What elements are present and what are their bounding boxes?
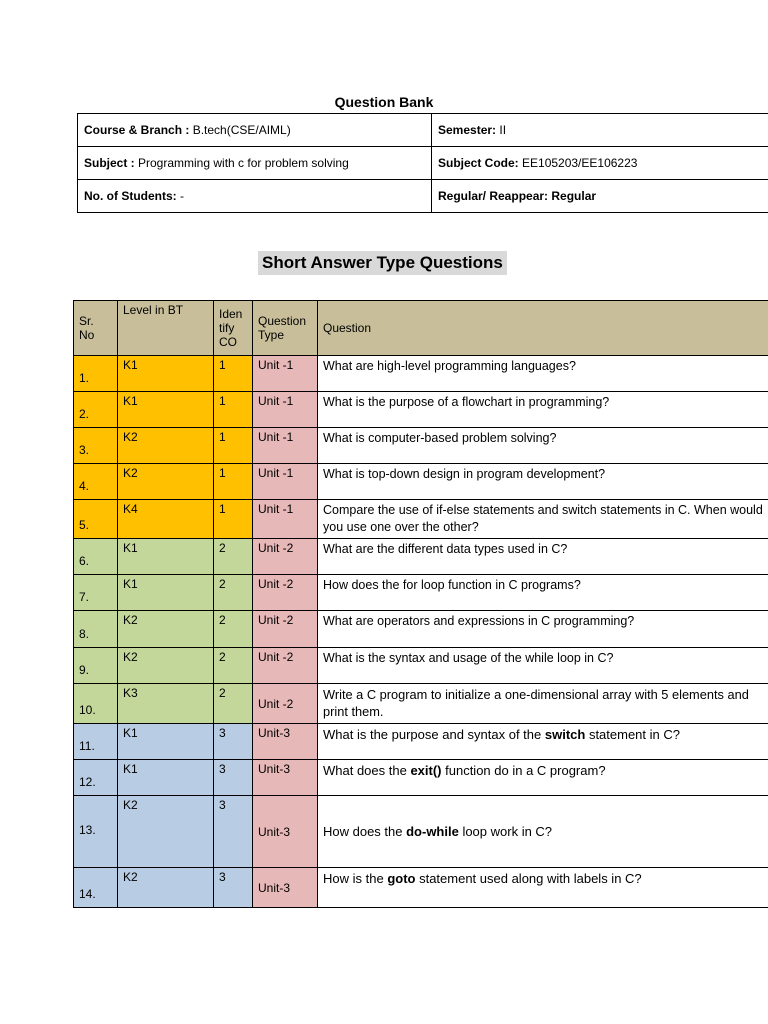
course-cell: [78, 114, 432, 147]
header-co: Iden tify CO: [214, 301, 253, 356]
sr-cell: 8.: [74, 611, 118, 648]
info-row: [78, 114, 768, 147]
co-cell: 2: [214, 684, 253, 724]
co-cell: 2: [214, 648, 253, 684]
table-row: [74, 392, 768, 428]
unit-cell: Unit-3: [253, 796, 318, 868]
sr-cell: 14.: [74, 868, 118, 908]
sr-cell: 4.: [74, 464, 118, 500]
co-cell: 3: [214, 724, 253, 760]
sr-cell: 6.: [74, 539, 118, 575]
level-cell: K2: [118, 611, 214, 648]
level-cell: K1: [118, 724, 214, 760]
sr-cell: 12.: [74, 760, 118, 796]
unit-cell: Unit -2: [253, 648, 318, 684]
table-row: [74, 611, 768, 648]
table-row: [74, 575, 768, 611]
semester-value: II: [496, 123, 507, 137]
co-cell: 3: [214, 760, 253, 796]
subject-code-label: Subject Code:: [438, 156, 519, 170]
level-cell: K1: [118, 760, 214, 796]
table-header-row: [74, 301, 768, 356]
header-level: Level in BT: [118, 301, 214, 356]
table-row: [74, 868, 768, 908]
sr-cell: 9.: [74, 648, 118, 684]
course-label: Course & Branch :: [84, 123, 190, 137]
co-cell: 1: [214, 356, 253, 392]
question-cell: What are operators and expressions in C programming?: [318, 611, 768, 648]
co-cell: 3: [214, 796, 253, 868]
table-row: [74, 356, 768, 392]
sr-cell: 2.: [74, 392, 118, 428]
table-row: [74, 539, 768, 575]
subject-value: Programming with c for problem solving: [134, 156, 349, 170]
co-cell: 1: [214, 464, 253, 500]
subject-label: Subject :: [84, 156, 135, 170]
info-row: [78, 180, 768, 213]
level-cell: K2: [118, 464, 214, 500]
table-row: [74, 724, 768, 760]
question-text-post: function do in a C program?: [441, 763, 606, 778]
question-cell: What are high-level programming languages?: [318, 356, 768, 392]
table-row: [74, 500, 768, 539]
level-cell: K1: [118, 575, 214, 611]
regular-cell: [432, 180, 768, 213]
students-cell: [78, 180, 432, 213]
question-cell: What is top-down design in program development?: [318, 464, 768, 500]
header-question: Question: [318, 301, 768, 356]
question-keyword: goto: [387, 871, 416, 886]
unit-cell: Unit-3: [253, 724, 318, 760]
subject-cell: [78, 147, 432, 180]
sr-cell: 1.: [74, 356, 118, 392]
section-title: Short Answer Type Questions: [258, 251, 507, 275]
table-row: [74, 684, 768, 724]
unit-cell: Unit-3: [253, 868, 318, 908]
level-cell: K2: [118, 868, 214, 908]
co-cell: 2: [214, 575, 253, 611]
subject-code-value: EE105203/EE106223: [518, 156, 638, 170]
question-cell: Write a C program to initialize a one-dimensional array with 5 elements and print them.: [318, 684, 768, 724]
table-row: [74, 760, 768, 796]
question-text-pre: How is the: [323, 871, 388, 886]
level-cell: K1: [118, 356, 214, 392]
students-label: No. of Students:: [84, 189, 177, 203]
unit-cell: Unit -1: [253, 464, 318, 500]
sr-cell: 11.: [74, 724, 118, 760]
co-cell: 2: [214, 539, 253, 575]
co-cell: 2: [214, 611, 253, 648]
students-value: -: [176, 189, 184, 203]
course-info-table: [77, 113, 768, 213]
unit-cell: Unit-3: [253, 760, 318, 796]
co-cell: 1: [214, 428, 253, 464]
sr-cell: 5.: [74, 500, 118, 539]
question-keyword: do-while: [406, 824, 459, 839]
question-text-pre: How does the: [323, 824, 407, 839]
question-keyword: exit(): [410, 763, 442, 778]
course-value: B.tech(CSE/AIML): [189, 123, 291, 137]
level-cell: K4: [118, 500, 214, 539]
unit-cell: Unit -2: [253, 539, 318, 575]
unit-cell: Unit -1: [253, 500, 318, 539]
questions-table: [73, 300, 768, 908]
sr-cell: 7.: [74, 575, 118, 611]
question-cell: [318, 868, 768, 908]
question-cell: What is computer-based problem solving?: [318, 428, 768, 464]
table-row: [74, 796, 768, 868]
question-text-post: statement in C?: [585, 727, 680, 742]
co-cell: 3: [214, 868, 253, 908]
question-cell: What is the syntax and usage of the while loop in C?: [318, 648, 768, 684]
question-text-pre: What is the purpose and syntax of the: [323, 727, 545, 742]
document-title: Question Bank: [334, 94, 434, 110]
unit-cell: Unit -2: [253, 575, 318, 611]
semester-label: Semester:: [438, 123, 497, 137]
question-cell: Compare the use of if-else statements and switch statements in C. When would you use one over the other?: [318, 500, 768, 539]
co-cell: 1: [214, 392, 253, 428]
unit-cell: Unit -1: [253, 356, 318, 392]
sr-cell: 3.: [74, 428, 118, 464]
question-cell: [318, 760, 768, 796]
sr-cell: 13.: [74, 796, 118, 868]
level-cell: K2: [118, 796, 214, 868]
sr-cell: 10.: [74, 684, 118, 724]
question-cell: [318, 796, 768, 868]
header-qtype: Question Type: [253, 301, 318, 356]
level-cell: K1: [118, 392, 214, 428]
level-cell: K1: [118, 539, 214, 575]
unit-cell: Unit -1: [253, 428, 318, 464]
semester-cell: [432, 114, 768, 147]
table-row: [74, 464, 768, 500]
unit-cell: Unit -1: [253, 392, 318, 428]
question-cell: How does the for loop function in C programs?: [318, 575, 768, 611]
co-cell: 1: [214, 500, 253, 539]
level-cell: K2: [118, 648, 214, 684]
regular-label: Regular/ Reappear: Regular: [438, 189, 597, 203]
table-row: [74, 428, 768, 464]
question-keyword: switch: [544, 727, 586, 742]
table-row: [74, 648, 768, 684]
level-cell: K3: [118, 684, 214, 724]
question-cell: [318, 724, 768, 760]
question-text-post: statement used along with labels in C?: [415, 871, 642, 886]
question-cell: What is the purpose of a flowchart in programming?: [318, 392, 768, 428]
level-cell: K2: [118, 428, 214, 464]
header-sr-no: Sr. No: [74, 301, 118, 356]
unit-cell: Unit -2: [253, 611, 318, 648]
question-text-post: loop work in C?: [458, 824, 553, 839]
question-cell: What are the different data types used in C?: [318, 539, 768, 575]
unit-cell: Unit -2: [253, 684, 318, 724]
info-row: [78, 147, 768, 180]
question-text-pre: What does the: [323, 763, 411, 778]
subject-code-cell: [432, 147, 768, 180]
